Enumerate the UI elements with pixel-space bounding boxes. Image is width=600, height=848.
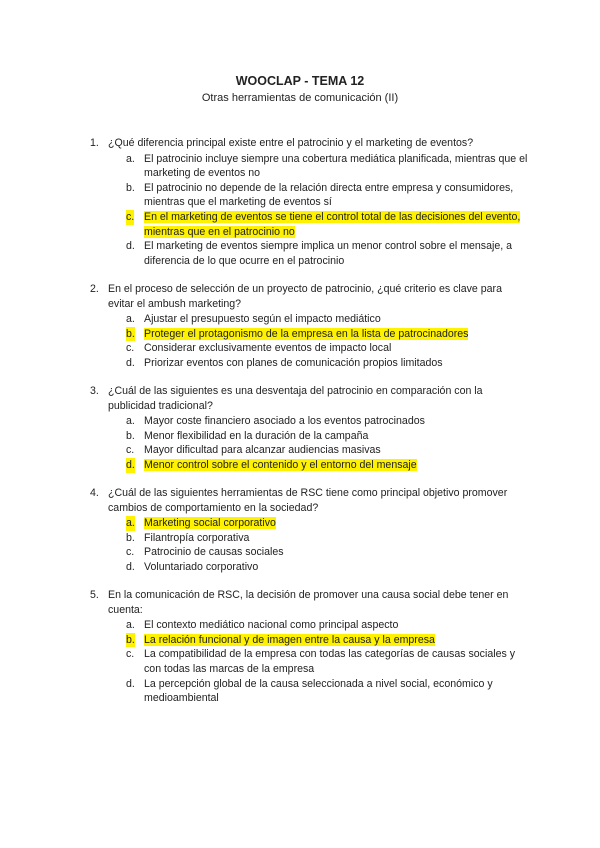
document-header	[0, 73, 600, 106]
option-letter: b.	[126, 181, 135, 194]
option-text: El patrocinio incluye siempre una cobertura mediática planificada, mientras que el marketing de eventos no	[144, 152, 528, 180]
question-5	[0, 588, 600, 706]
option-c	[0, 341, 534, 356]
option-list	[0, 516, 600, 574]
option-c	[0, 443, 534, 458]
question-number: 1.	[90, 137, 99, 149]
question-number: 4.	[90, 487, 99, 499]
option-letter: c.	[126, 444, 135, 457]
option-text: La percepción global de la causa seleccionada a nivel social, económico y medioambiental	[144, 677, 493, 705]
option-list	[0, 312, 600, 370]
option-letter: b.	[126, 633, 135, 646]
question-stem: ¿Cuál de las siguientes herramientas de RSC tiene como principal objetivo promover cambios de comportamiento en la sociedad?	[108, 487, 508, 514]
option-d	[0, 239, 534, 268]
question-stem: En el proceso de selección de un proyecto de patrocinio, ¿qué criterio es clave para evitar el ambush marketing?	[108, 283, 502, 310]
option-text: Voluntariado corporativo	[144, 560, 259, 573]
option-letter: a.	[126, 517, 135, 530]
question-1	[0, 136, 600, 268]
option-letter: d.	[126, 458, 135, 471]
option-text: Mayor coste financiero asociado a los eventos patrocinados	[144, 415, 425, 428]
option-letter: c.	[126, 210, 135, 223]
option-letter: a.	[126, 619, 135, 632]
question-stem: ¿Cuál de las siguientes es una desventaja del patrocinio en comparación con la publicidad tradicional?	[108, 385, 483, 412]
option-c	[0, 647, 534, 676]
question-2	[0, 282, 600, 371]
option-text: La compatibilidad de la empresa con todas las categorías de causas sociales y con todas las marcas de la empresa	[144, 648, 515, 675]
option-letter: d.	[126, 356, 135, 369]
option-c-correct	[0, 210, 534, 239]
option-letter: b.	[126, 429, 135, 442]
option-letter: a.	[126, 313, 135, 326]
document-title: WOOCLAP - TEMA 12	[235, 74, 365, 88]
option-text-highlighted: La relación funcional y de imagen entre la causa y la empresa	[144, 633, 435, 646]
option-d	[0, 677, 534, 706]
question-4	[0, 486, 600, 575]
option-list	[0, 152, 600, 269]
question-text	[0, 136, 528, 151]
question-number: 2.	[90, 283, 99, 295]
option-letter: d.	[126, 240, 135, 253]
option-a	[0, 312, 534, 327]
option-letter: a.	[126, 152, 135, 165]
question-number: 3.	[90, 385, 99, 397]
question-text	[0, 486, 528, 515]
option-letter: d.	[126, 560, 135, 573]
option-text: Ajustar el presupuesto según el impacto mediático	[144, 313, 381, 326]
option-letter: c.	[126, 648, 135, 661]
option-b-correct	[0, 327, 534, 342]
option-letter: c.	[126, 342, 135, 355]
option-letter: b.	[126, 327, 135, 340]
option-list	[0, 618, 600, 706]
option-text: Considerar exclusivamente eventos de impacto local	[144, 342, 392, 355]
question-text	[0, 282, 528, 311]
option-text: El contexto mediático nacional como principal aspecto	[144, 619, 399, 632]
option-b	[0, 181, 534, 210]
option-text-highlighted: Marketing social corporativo	[144, 517, 276, 530]
question-number: 5.	[90, 589, 99, 601]
option-a	[0, 414, 534, 429]
option-b	[0, 531, 534, 546]
option-d-correct	[0, 458, 534, 473]
option-text: Menor flexibilidad en la duración de la campaña	[144, 429, 369, 442]
option-text: Filantropía corporativa	[144, 531, 250, 544]
option-text: Patrocinio de causas sociales	[144, 546, 284, 559]
option-b-correct	[0, 633, 534, 648]
question-text	[0, 588, 528, 617]
option-text: Priorizar eventos con planes de comunicación propios limitados	[144, 356, 443, 369]
option-d	[0, 560, 534, 575]
option-b	[0, 429, 534, 444]
option-text-highlighted: Menor control sobre el contenido y el entorno del mensaje	[144, 458, 417, 471]
option-letter: d.	[126, 677, 135, 690]
option-c	[0, 545, 534, 560]
option-a-correct	[0, 516, 534, 531]
option-text: Mayor dificultad para alcanzar audiencias masivas	[144, 444, 381, 457]
document-subtitle: Otras herramientas de comunicación (II)	[201, 92, 399, 104]
option-text-highlighted: En el marketing de eventos se tiene el control total de las decisiones del evento, mientras que en el patrocinio no	[144, 210, 521, 238]
option-letter: c.	[126, 546, 135, 559]
option-a	[0, 152, 534, 181]
question-text	[0, 384, 528, 413]
option-list	[0, 414, 600, 472]
option-text: El marketing de eventos siempre implica un menor control sobre el mensaje, a diferencia de lo que ocurre en el patrocinio	[144, 240, 513, 267]
option-letter: b.	[126, 531, 135, 544]
option-text-highlighted: Proteger el protagonismo de la empresa en la lista de patrocinadores	[144, 327, 469, 340]
option-text: El patrocinio no depende de la relación directa entre empresa y consumidores, mientras que el marketing de eventos sí	[144, 181, 514, 209]
option-letter: a.	[126, 415, 135, 428]
option-a	[0, 618, 534, 633]
question-stem: ¿Qué diferencia principal existe entre el patrocinio y el marketing de eventos?	[108, 137, 474, 149]
option-d	[0, 356, 534, 371]
question-3	[0, 384, 600, 473]
question-stem: En la comunicación de RSC, la decisión de promover una causa social debe tener en cuenta:	[108, 589, 509, 616]
